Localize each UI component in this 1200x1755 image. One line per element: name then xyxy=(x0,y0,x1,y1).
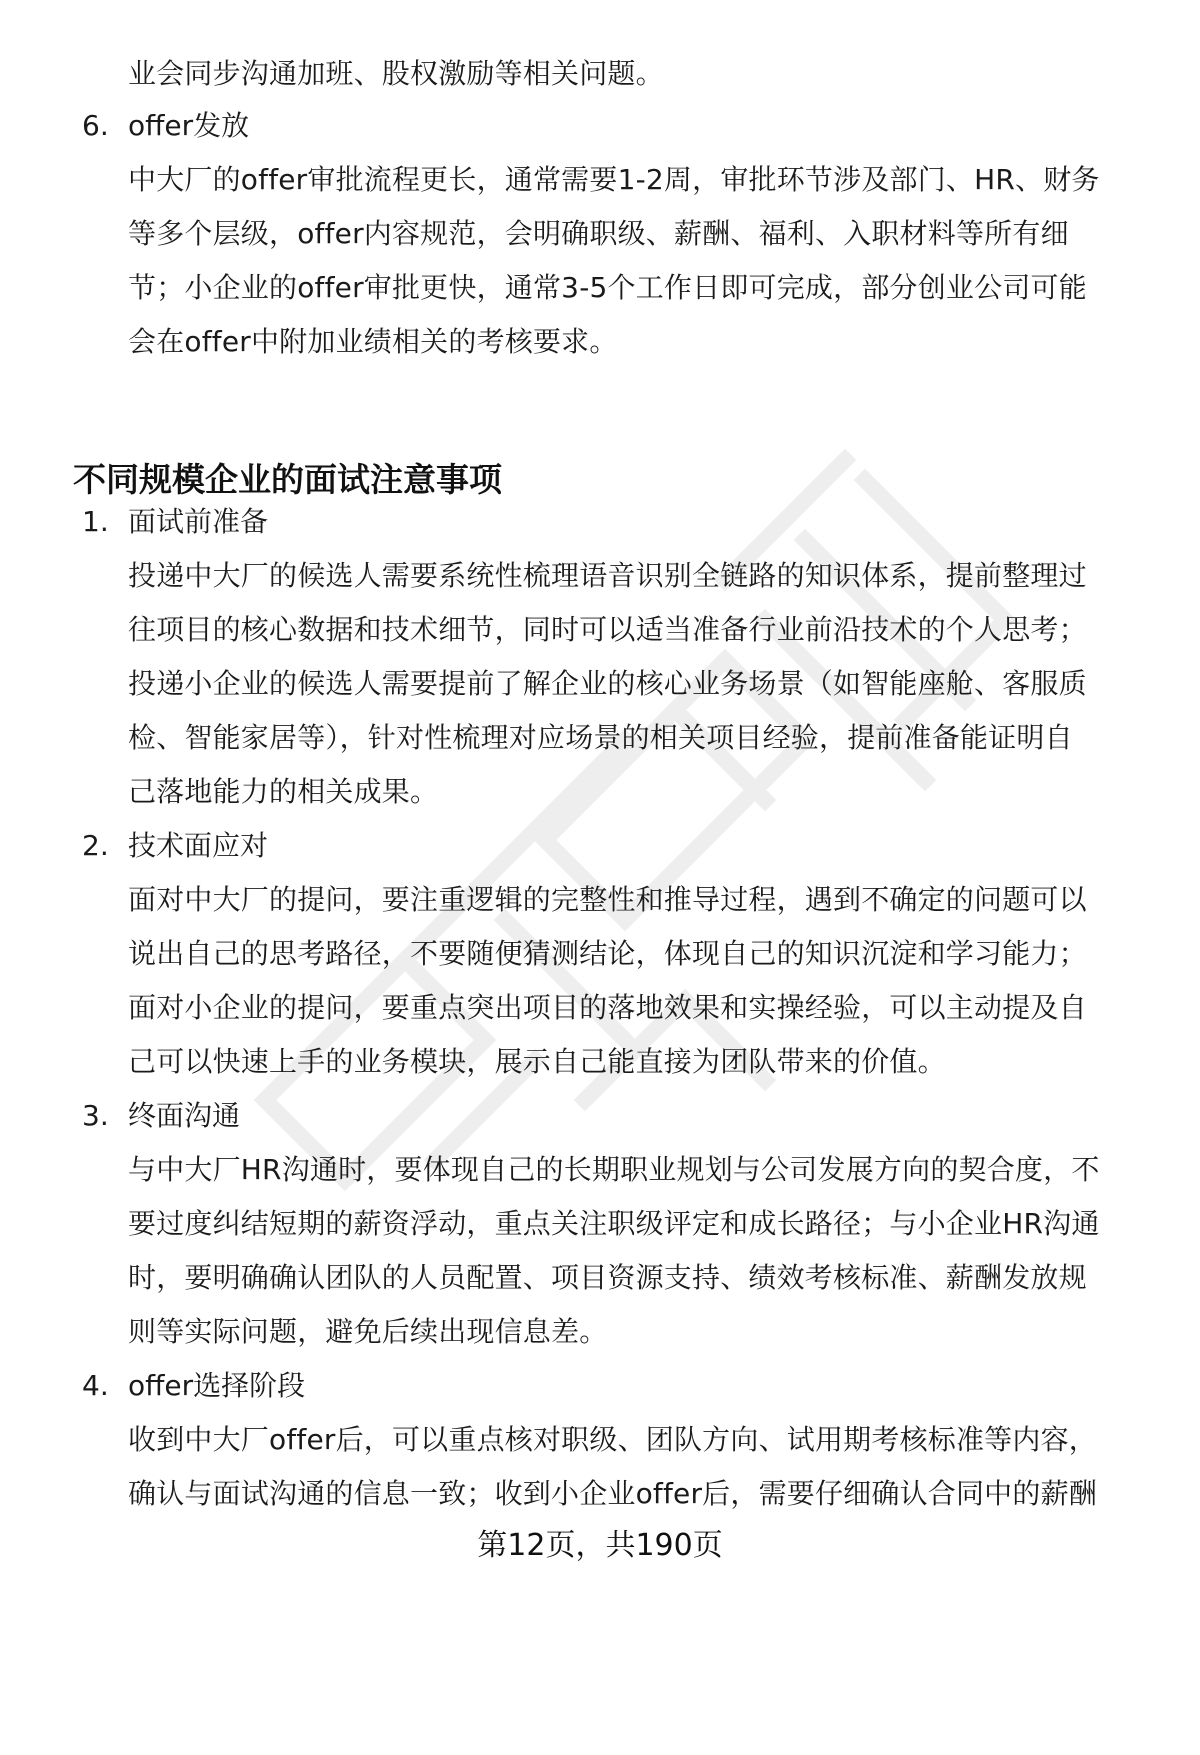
paragraph-line: 则等实际问题，避免后续出现信息差。 xyxy=(128,1315,608,1348)
list-item-title: 技术面应对 xyxy=(128,829,269,862)
paragraph-line: 确认与面试沟通的信息一致；收到小企业offer后，需要仔细确认合同中的薪酬 xyxy=(128,1477,1097,1510)
list-item-title: offer发放 xyxy=(128,109,250,142)
paragraph-line: 收到中大厂offer后，可以重点核对职级、团队方向、试用期考核标准等内容， xyxy=(128,1423,1097,1456)
paragraph-line: 等多个层级，offer内容规范，会明确职级、薪酬、福利、入职材料等所有细 xyxy=(128,217,1069,250)
list-number: 6. xyxy=(82,109,109,142)
list-item-title: offer选择阶段 xyxy=(128,1369,306,1402)
list-item-title: 面试前准备 xyxy=(128,505,269,538)
paragraph-line: 投递中大厂的候选人需要系统性梳理语音识别全链路的知识体系，提前整理过 xyxy=(128,559,1087,592)
paragraph-line: 投递小企业的候选人需要提前了解企业的核心业务场景（如智能座舱、客服质 xyxy=(128,667,1087,700)
paragraph-line: 时，要明确确认团队的人员配置、项目资源支持、绩效考核标准、薪酬发放规 xyxy=(128,1261,1087,1294)
paragraph-line: 往项目的核心数据和技术细节，同时可以适当准备行业前沿技术的个人思考； xyxy=(128,613,1087,646)
list-item-title: 终面沟通 xyxy=(128,1099,241,1132)
list-number: 3. xyxy=(82,1099,109,1132)
page-footer: 第12页，共190页 xyxy=(477,1528,723,1563)
paragraph-line: 检、智能家居等），针对性梳理对应场景的相关项目经验，提前准备能证明自 xyxy=(128,721,1073,754)
list-number: 1. xyxy=(82,505,109,538)
paragraph-line: 要过度纠结短期的薪资浮动，重点关注职级评定和成长路径；与小企业HR沟通 xyxy=(128,1207,1100,1240)
paragraph-line: 说出自己的思考路径，不要随便猜测结论，体现自己的知识沉淀和学习能力； xyxy=(128,937,1087,970)
section-heading: 不同规模企业的面试注意事项 xyxy=(73,460,502,499)
watermark-graphic xyxy=(205,400,1065,1260)
list-number: 4. xyxy=(82,1369,109,1402)
paragraph-line: 中大厂的offer审批流程更长，通常需要1-2周，审批环节涉及部门、HR、财务 xyxy=(128,163,1100,196)
paragraph-line: 面对中大厂的提问，要注重逻辑的完整性和推导过程，遇到不确定的问题可以 xyxy=(128,883,1087,916)
paragraph-line: 会在offer中附加业绩相关的考核要求。 xyxy=(128,325,618,358)
paragraph-line: 与中大厂HR沟通时，要体现自己的长期职业规划与公司发展方向的契合度，不 xyxy=(128,1153,1100,1186)
list-number: 2. xyxy=(82,829,109,862)
paragraph-line: 面对小企业的提问，要重点突出项目的落地效果和实操经验，可以主动提及自 xyxy=(128,991,1087,1024)
paragraph-line: 己落地能力的相关成果。 xyxy=(128,775,439,808)
paragraph-line: 节；小企业的offer审批更快，通常3-5个工作日即可完成，部分创业公司可能 xyxy=(128,271,1087,304)
paragraph-line: 己可以快速上手的业务模块，展示自己能直接为团队带来的价值。 xyxy=(128,1045,946,1078)
paragraph-line: 业会同步沟通加班、股权激励等相关问题。 xyxy=(128,57,664,90)
